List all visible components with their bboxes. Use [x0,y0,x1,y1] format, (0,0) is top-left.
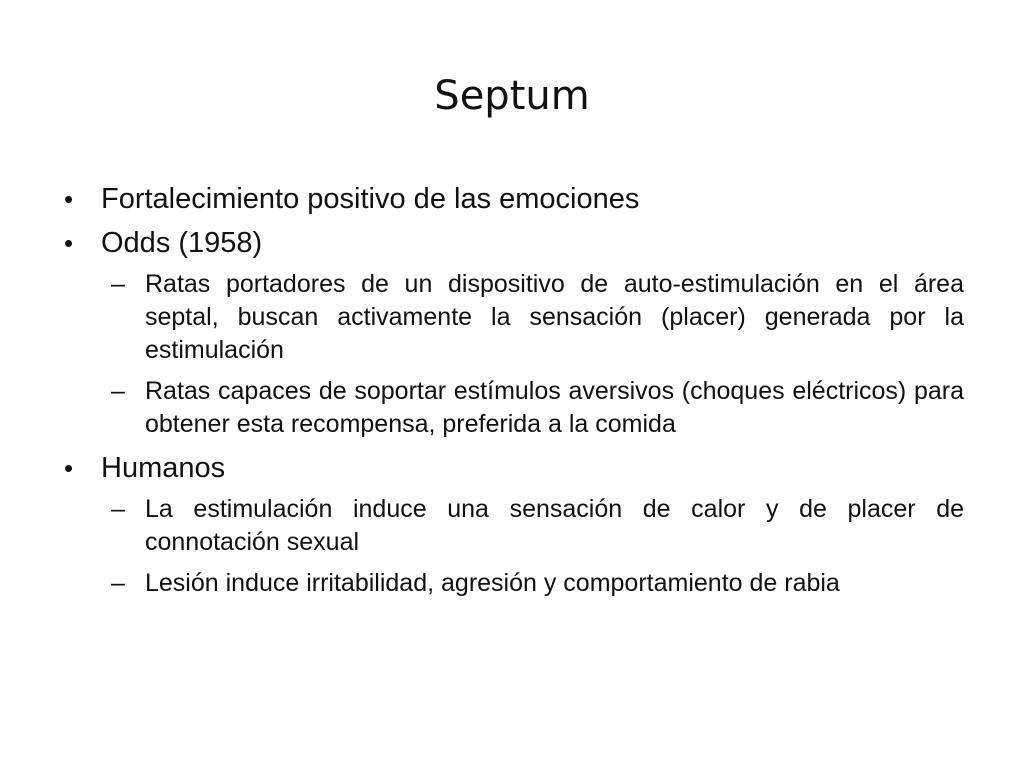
sub-item [111,567,964,600]
sub-list-humanos [64,493,964,600]
bullet-text: Fortalecimiento positivo de las emociones [101,183,640,215]
sub-item-text: La estimulación induce una sensación de calor y de placer de connotación sexual [145,495,964,556]
sub-item [111,493,964,559]
dash-icon: – [111,495,125,523]
sub-list-odds [64,268,964,441]
slide-content [64,180,964,608]
bullet-icon: • [64,453,74,483]
slide-title: Septum [434,73,590,119]
bullet-item-odds [64,224,964,262]
sub-item-text: Ratas capaces de soportar estímulos aversivos (choques eléctricos) para obtener esta recompensa, preferida a la comida [145,377,964,438]
bullet-text: Humanos [101,452,226,484]
bullet-icon: • [64,184,74,214]
dash-icon: – [111,569,125,597]
sub-item [111,375,964,441]
bullet-item-fortalecimiento [64,180,964,218]
sub-item-text: Lesión induce irritabilidad, agresión y comportamiento de rabia [145,569,840,597]
bullet-icon: • [64,228,74,258]
bullet-item-humanos [64,449,964,487]
dash-icon: – [111,270,125,298]
sub-item-text: Ratas portadores de un dispositivo de auto-estimulación en el área septal, buscan activamente la sensación (placer) generada por la estimulación [145,270,964,364]
bullet-text: Odds (1958) [101,227,263,259]
sub-item [111,268,964,367]
dash-icon: – [111,377,125,405]
